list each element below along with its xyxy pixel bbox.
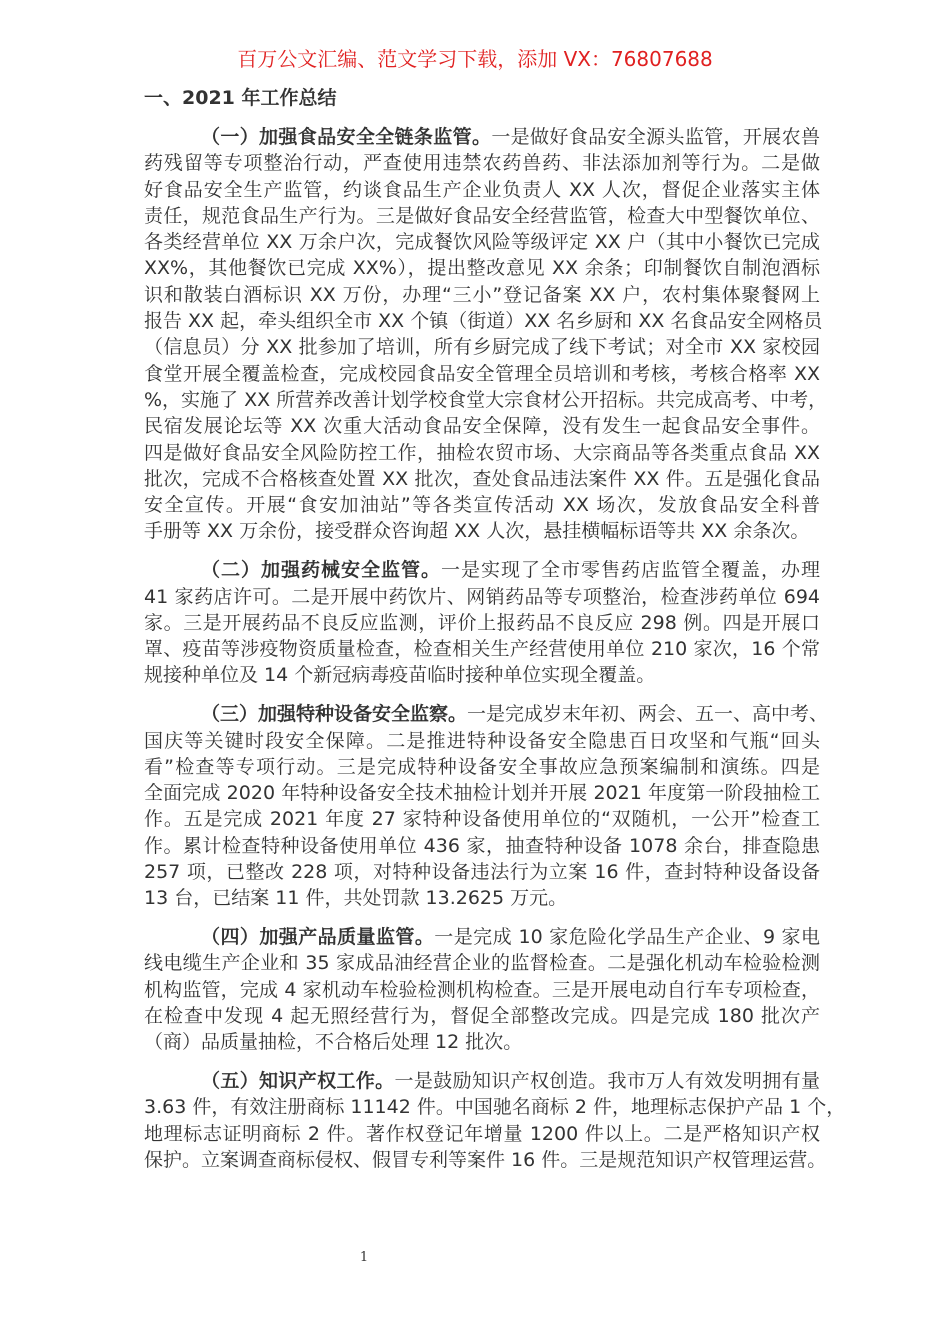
text-line — [144, 1121, 820, 1147]
text-line — [144, 413, 820, 439]
text-line — [144, 124, 820, 150]
paragraph — [144, 124, 828, 545]
text-line — [144, 1029, 820, 1055]
line-text: 药残留等专项整治行动，严查使用违禁农药兽药、非法添加剂等行为。二是做 — [144, 152, 820, 175]
line-text: 四是做好食品安全风险防控工作，抽检农贸市场、大宗商品等各类重点食品 XX — [144, 441, 820, 464]
text-line — [144, 977, 820, 1003]
text-line — [144, 1068, 820, 1094]
line-text: 家。三是开展药品不良反应监测，评价上报药品不良反应 298 例。四是开展口 — [144, 611, 820, 634]
text-line — [144, 636, 820, 662]
line-text: 民宿发展论坛等 XX 次重大活动食品安全保障，没有发生一起食品安全事件。 — [144, 415, 820, 438]
paragraph-lead: （二）加强药械安全监管。 — [201, 559, 441, 582]
text-line — [144, 728, 820, 754]
paragraph-list — [144, 124, 846, 1173]
text-line — [144, 255, 820, 281]
line-text: （商）品质量抽检，不合格后处理 12 批次。 — [144, 1031, 523, 1054]
line-text: 一是完成 10 家危险化学品生产企业、9 家电 — [434, 926, 820, 949]
line-text: 罩、疫苗等涉疫物资质量检查，检查相关生产经营使用单位 210 家次，16 个常 — [144, 638, 820, 661]
text-line — [144, 518, 820, 544]
text-line — [144, 1147, 827, 1173]
line-text: 各类经营单位 XX 万余户次，完成餐饮风险等级评定 XX 户（其中小餐饮已完成 — [144, 231, 820, 254]
text-line — [144, 950, 820, 976]
text-line — [144, 387, 828, 413]
text-line — [144, 177, 820, 203]
paragraph — [144, 701, 829, 911]
text-line — [144, 780, 820, 806]
text-line — [144, 610, 820, 636]
text-line — [144, 885, 820, 911]
section-heading: 一、2021 年工作总结 — [144, 87, 337, 109]
text-line — [144, 859, 820, 885]
line-text: 257 项，已整改 228 项，对特种设备违法行为立案 16 件，查封特种设备设备 — [144, 861, 820, 884]
line-text: 一是完成岁末年初、两会、五一、高中考、 — [467, 703, 829, 726]
line-text: 一是实现了全市零售药店监管全覆盖，办理 — [441, 559, 820, 582]
text-line — [144, 150, 820, 176]
line-text: XX%，其他餐饮已完成 XX%），提出整改意见 XX 余条；印制餐饮自制泡酒标 — [144, 257, 820, 280]
line-text: 地理标志证明商标 2 件。著作权登记年增量 1200 件以上。二是严格知识产权 — [144, 1122, 820, 1145]
text-line — [144, 1003, 820, 1029]
paragraph-lead: （一）加强食品安全全链条监管。 — [201, 126, 492, 148]
text-line — [144, 1094, 846, 1120]
line-text: 线电缆生产企业和 35 家成品油经营企业的监督检查。二是强化机动车检验检测 — [144, 952, 820, 975]
line-text: 3.63 件，有效注册商标 11142 件。中国驰名商标 2 件，地理标志保护产品 1 个， — [144, 1096, 846, 1119]
line-text: 41 家药店许可。二是开展中药饮片、网销药品等专项整治，检查涉药单位 694 — [144, 585, 820, 608]
line-text: 13 台，已结案 11 件，共处罚款 13.2625 万元。 — [144, 887, 568, 910]
text-line — [144, 308, 823, 334]
text-line — [144, 334, 820, 360]
text-line — [144, 282, 820, 308]
paragraph — [144, 924, 820, 1055]
line-text: 看”检查等专项行动。三是完成特种设备安全事故应急预案编制和演练。四是 — [144, 755, 820, 778]
line-text: （信息员）分 XX 批参加了培训，所有乡厨完成了线下考试；对全市 XX 家校园 — [144, 336, 820, 359]
line-text: 批次，完成不合格核查处置 XX 批次，查处食品违法案件 XX 件。五是强化食品 — [144, 467, 820, 490]
line-text: 保护。立案调查商标侵权、假冒专利等案件 16 件。三是规范知识产权管理运营。 — [144, 1148, 827, 1171]
page-number: 1 — [359, 1250, 369, 1265]
text-line — [144, 229, 820, 255]
paragraph-lead: （三）加强特种设备安全监察。 — [201, 703, 468, 726]
line-text: 一是鼓励知识产权创造。我市万人有效发明拥有量 — [394, 1070, 820, 1093]
line-text: 规接种单位及 14 个新冠病毒疫苗临时接种单位实现全覆盖。 — [144, 664, 656, 687]
line-text: 好食品安全生产监管，约谈食品生产企业负责人 XX 人次，督促企业落实主体 — [144, 178, 820, 201]
line-text: 报告 XX 起，牵头组织全市 XX 个镇（街道）XX 名乡厨和 XX 名食品安全网格员 — [144, 310, 823, 333]
text-line — [144, 466, 820, 492]
text-line — [144, 203, 820, 229]
line-text: 全面完成 2020 年特种设备安全技术抽检计划并开展 2021 年度第一阶段抽检工 — [144, 782, 820, 805]
line-text: 机构监管，完成 4 家机动车检验检测机构检查。三是开展电动自行车专项检查， — [144, 978, 820, 1001]
paragraph-lead: （五）知识产权工作。 — [201, 1070, 395, 1093]
line-text: 安全宣传。开展“食安加油站”等各类宣传活动 XX 场次，发放食品安全科普 — [144, 494, 820, 517]
text-line — [144, 361, 820, 387]
text-line — [144, 492, 820, 518]
text-line — [144, 833, 820, 859]
text-line — [144, 924, 820, 950]
line-text: 责任，规范食品生产行为。三是做好食品安全经营监管，检查大中型餐饮单位、 — [144, 204, 820, 227]
line-text: 作。累计检查特种设备使用单位 436 家，抽查特种设备 1078 余台，排查隐患 — [144, 834, 820, 857]
document-body — [144, 85, 846, 1186]
paragraph — [144, 1068, 846, 1173]
text-line — [144, 662, 820, 688]
paragraph-lead: （四）加强产品质量监管。 — [201, 926, 435, 949]
line-text: 手册等 XX 万余份，接受群众咨询超 XX 人次，悬挂横幅标语等共 XX 余条次。 — [144, 520, 810, 543]
line-text: 作。五是完成 2021 年度 27 家特种设备使用单位的“双随机，一公开”检查工 — [144, 808, 820, 831]
paragraph — [144, 557, 820, 688]
line-text: 一是做好食品安全源头监管，开展农兽 — [491, 126, 820, 148]
watermark-banner: 百万公文汇编、范文学习下载，添加 VX：76807688 — [237, 47, 713, 71]
text-line — [144, 754, 820, 780]
line-text: 国庆等关键时段安全保障。二是推进特种设备安全隐患百日攻坚和气瓶“回头 — [144, 729, 820, 752]
line-text: 在检查中发现 4 起无照经营行为，督促全部整改完成。四是完成 180 批次产 — [144, 1005, 820, 1027]
text-line — [144, 584, 820, 610]
text-line — [144, 701, 829, 727]
line-text: 食堂开展全覆盖检查，完成校园食品安全管理全员培训和考核，考核合格率 XX — [144, 362, 820, 385]
line-text: 识和散装白酒标识 XX 万份，办理“三小”登记备案 XX 户，农村集体聚餐网上 — [144, 283, 820, 306]
text-line — [144, 806, 820, 832]
text-line — [144, 557, 820, 583]
line-text: %，实施了 XX 所营养改善计划学校食堂大宗食材公开招标。共完成高考、中考， — [144, 388, 828, 411]
text-line — [144, 440, 820, 466]
